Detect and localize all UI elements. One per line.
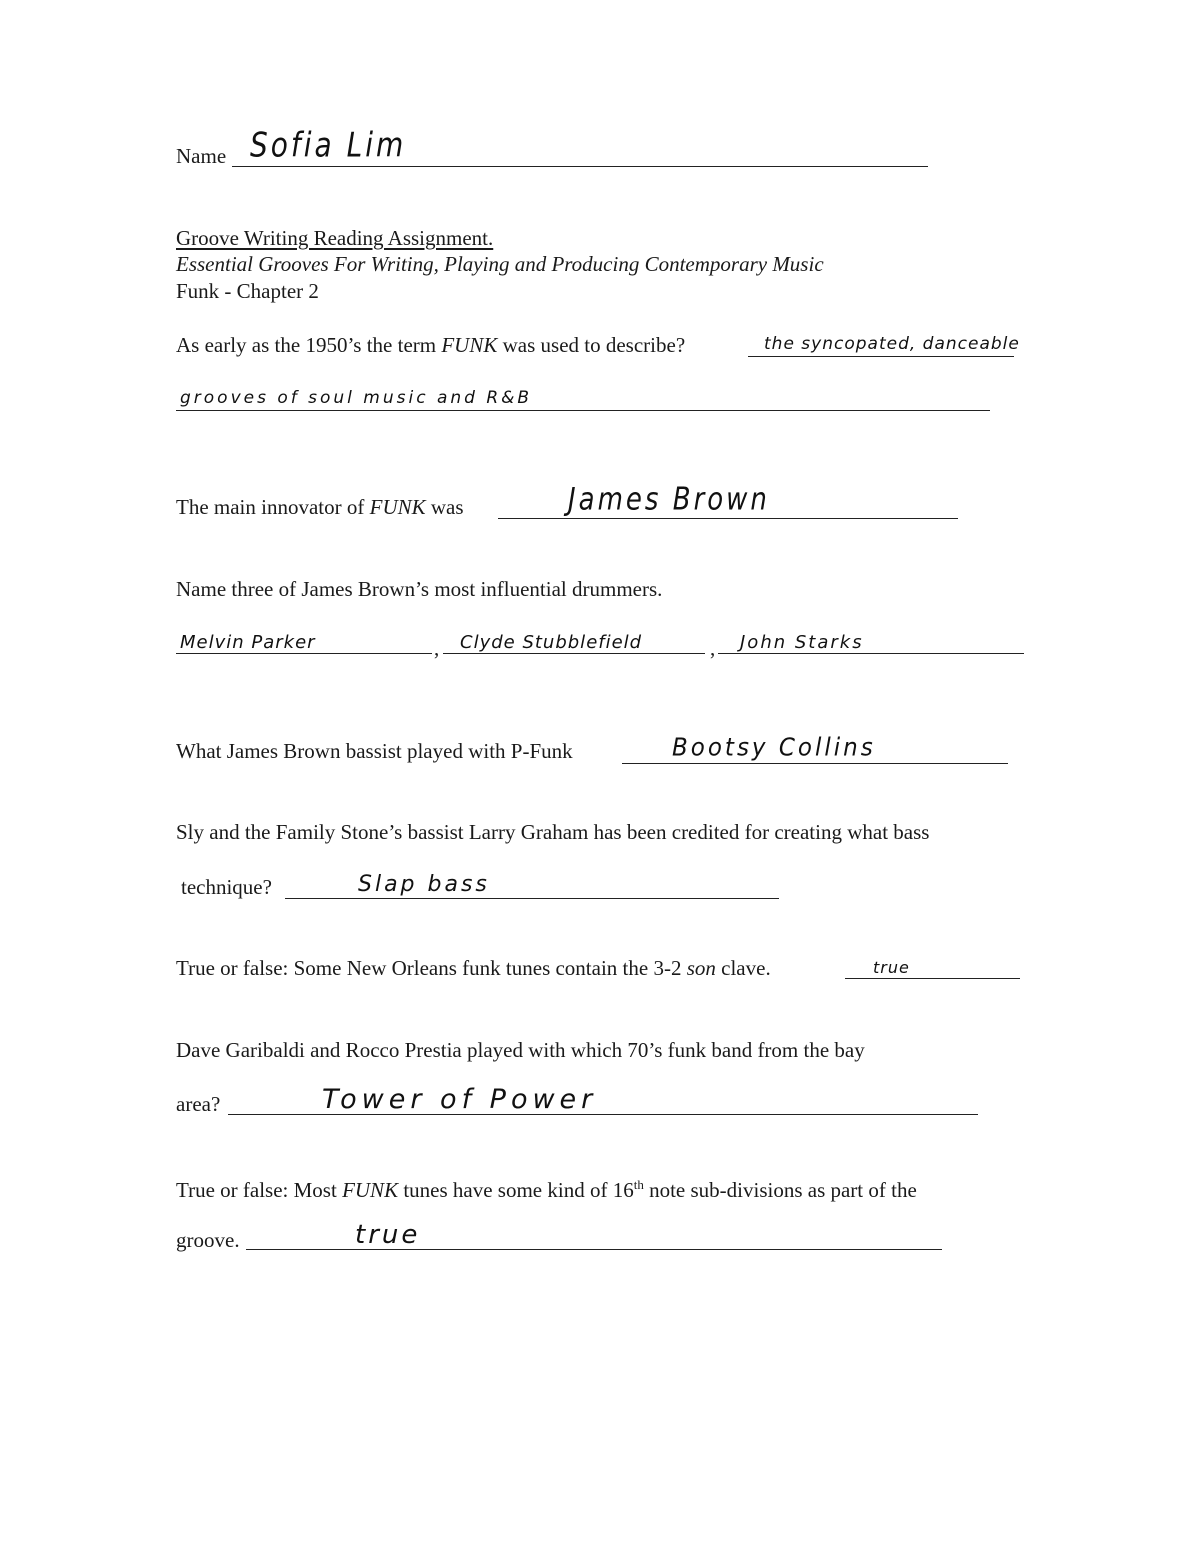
question-8-cont: groove. — [176, 1228, 240, 1252]
answer-4-field[interactable] — [622, 763, 1008, 764]
name-label: Name — [176, 144, 227, 168]
name-field[interactable] — [232, 166, 928, 167]
answer-1-field-2[interactable] — [176, 410, 990, 411]
assignment-title: Groove Writing Reading Assignment. — [176, 226, 494, 250]
question-8: True or false: Most FUNK tunes have some kind of 16th note sub-divisions as part of the — [176, 1177, 917, 1202]
answer-4: Bootsy Collins — [672, 733, 876, 762]
question-5-cont: technique? — [181, 875, 272, 899]
question-6: True or false: Some New Orleans funk tunes contain the 3-2 son clave. — [176, 956, 771, 980]
drummer-1: Melvin Parker — [180, 632, 316, 653]
answer-6-field[interactable] — [845, 978, 1020, 979]
book-title: Essential Grooves For Writing, Playing and Producing Contemporary Music — [176, 252, 824, 276]
answer-7: Tower of Power — [322, 1084, 598, 1115]
drummer-2-field[interactable] — [443, 653, 705, 654]
drummer-2: Clyde Stubblefield — [460, 632, 643, 653]
separator-1: , — [434, 636, 440, 660]
separator-2: , — [710, 636, 716, 660]
question-1: As early as the 1950’s the term FUNK was used to describe? — [176, 333, 686, 357]
question-4: What James Brown bassist played with P-Funk — [176, 739, 573, 763]
chapter-label: Funk - Chapter 2 — [176, 279, 319, 303]
drummer-3: John Starks — [740, 632, 864, 653]
drummer-3-field[interactable] — [718, 653, 1024, 654]
question-5: Sly and the Family Stone’s bassist Larry Graham has been credited for creating what bass — [176, 820, 930, 844]
drummer-1-field[interactable] — [176, 653, 432, 654]
answer-1-field[interactable] — [748, 356, 1014, 357]
question-7-cont: area? — [176, 1092, 221, 1116]
question-2: The main innovator of FUNK was — [176, 495, 464, 519]
name-answer: Sofia Lim — [250, 125, 407, 165]
answer-5: Slap bass — [358, 872, 490, 897]
answer-1b: grooves of soul music and R&B — [180, 388, 533, 408]
answer-8: true — [355, 1220, 421, 1250]
answer-1a: the syncopated, danceable — [764, 334, 1020, 354]
answer-2-field[interactable] — [498, 518, 958, 519]
question-3: Name three of James Brown’s most influential drummers. — [176, 577, 663, 601]
answer-5-field[interactable] — [285, 898, 779, 899]
answer-8-field[interactable] — [246, 1249, 942, 1250]
question-7: Dave Garibaldi and Rocco Prestia played with which 70’s funk band from the bay — [176, 1038, 865, 1062]
answer-6: true — [873, 958, 910, 977]
answer-2: James Brown — [568, 482, 770, 518]
